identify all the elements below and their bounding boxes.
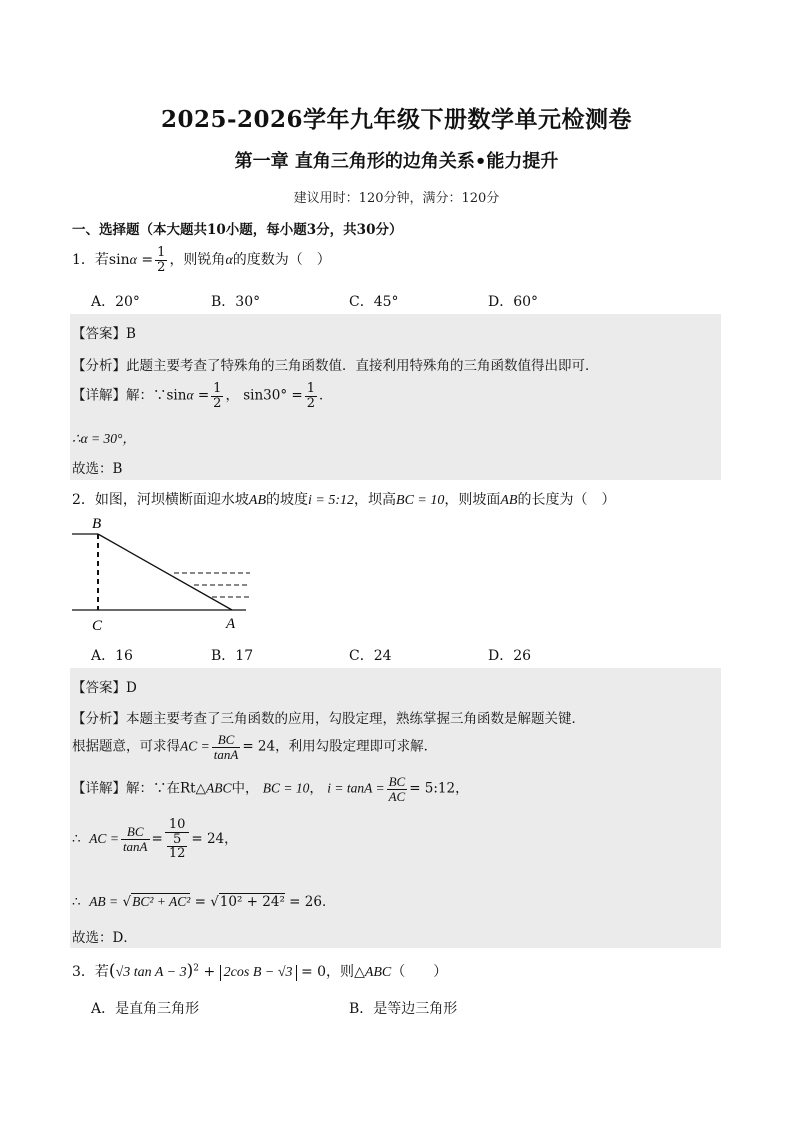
q2-detail: 【详解】解：∵在Rt△ABC中， BC = 10， i = tanA = $\frac{BC}{AC}$ = 5:12，: [72, 774, 469, 804]
q2-option-d: D．26: [488, 648, 532, 664]
q2-step-1: ∴ AC = $\frac{BC}{\tan A}$ = $\frac{10}{\frac{5}{12}}$ = 24，: [72, 817, 238, 862]
q1-analysis: 【分析】此题主要考查了特殊角的三角函数值．直接利用特殊角的三角函数值得出即可．: [72, 358, 599, 374]
q3-option-a: A．是直角三角形: [91, 1001, 200, 1017]
section-heading: 一、选择题（本大题共10小题，每小题3分，共30分）: [72, 222, 403, 238]
question-2: 2．如图，河坝横断面迎水坡AB的坡度i = 5:12，坝高BC = 10，则坡面AB的长度为（ ）: [72, 492, 616, 508]
q1-detail: 【详解】解：∵sinα = $\frac{1}{2}$ ， sin30° = $\frac{1}{2}$ ．: [72, 381, 333, 411]
label-b: B: [92, 516, 102, 532]
label-a: A: [226, 616, 236, 632]
q1-option-d: D．60°: [488, 294, 539, 310]
q2-option-b: B．17: [211, 648, 254, 664]
slope-ab: [98, 534, 232, 610]
chapter-subtitle: 第一章 直角三角形的边角关系•能力提升: [234, 151, 559, 172]
label-c: C: [92, 618, 103, 634]
q2-analysis-2: 根据题意，可求得AC = $\frac{BC}{\tan A}$ = 24，利用勾股定理即可求解．: [72, 732, 438, 762]
q1-answer: 【答案】B: [72, 326, 136, 342]
q2-conclusion: 故选：D．: [72, 930, 137, 946]
q2-option-c: C．24: [349, 648, 392, 664]
question-3: 3．若(√3 tan A − 3)$^2$ + 2cos B − √3 = 0，则△ABC（ ）: [72, 961, 448, 981]
q1-option-a: A．20°: [91, 294, 140, 310]
q2-analysis: 【分析】本题主要考查了三角函数的应用，勾股定理，熟练掌握三角函数是解题关键．: [72, 711, 585, 727]
page-title: 2025-2026学年九年级下册数学单元检测卷: [160, 106, 633, 133]
dam-cross-section-figure: [70, 512, 260, 634]
question-1: 1．若sinα = $\frac{1}{2}$ ，则锐角α的度数为（ ）: [72, 245, 331, 275]
q2-step-2: ∴ AB = √BC² + AC² = √10² + 24² = 26．: [72, 894, 336, 910]
q1-step: ∴α = 30°，: [72, 431, 136, 446]
q2-option-a: A．16: [91, 648, 133, 664]
q3-option-b: B．是等边三角形: [349, 1001, 458, 1017]
time-info: 建议用时：120分钟，满分：120分: [293, 191, 500, 206]
q1-option-c: C．45°: [349, 294, 399, 310]
q1-option-b: B．30°: [211, 294, 261, 310]
q2-answer: 【答案】D: [72, 680, 137, 696]
q1-conclusion: 故选：B: [72, 461, 123, 477]
